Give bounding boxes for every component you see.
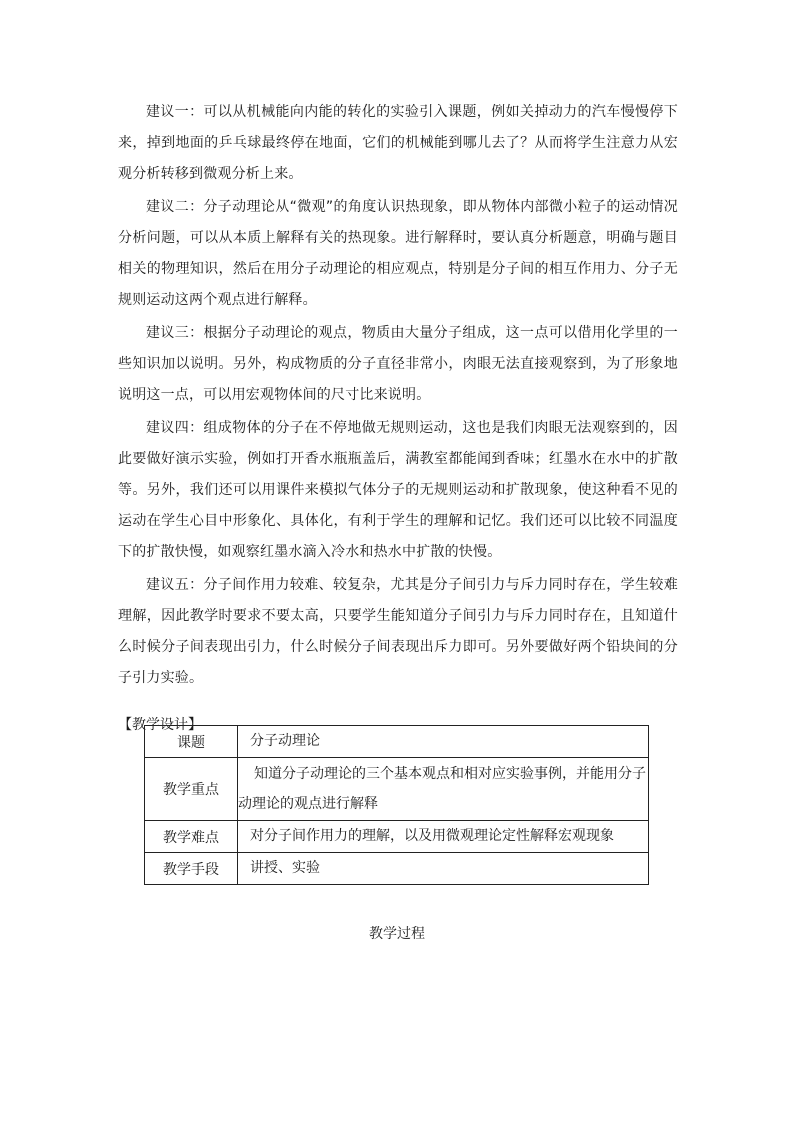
process-title: 教学过程 xyxy=(369,926,425,942)
table-cell-label: 课题 xyxy=(145,726,238,758)
table-cell-value: 知道分子动理论的三个基本观点和相对应实验事例，并能用分子动理论的观点进行解释 xyxy=(238,758,649,821)
suggestions-section xyxy=(118,97,678,741)
table-cell-value: 对分子间作用力的理解，以及用微观理论定性解释宏观现象 xyxy=(238,821,649,853)
table-row xyxy=(145,726,649,758)
suggestion-paragraph-3: 建议三：根据分子动理论的观点，物质由大量分子组成，这一点可以借用化学里的一些知识加以说明。另外，构成物质的分子直径非常小，肉眼无法直接观察到，为了形象地说明这一点，可以用宏观物体间的尺寸比来说明。 xyxy=(118,325,678,403)
table-cell-label: 教学重点 xyxy=(145,758,238,821)
table-cell-value: 分子动理论 xyxy=(238,726,649,758)
table-row xyxy=(145,821,649,853)
table-row xyxy=(145,853,649,885)
section-heading-teaching-design: 【教学设计】 xyxy=(118,717,202,733)
suggestion-paragraph-4: 建议四：组成物体的分子在不停地做无规则运动，这也是我们肉眼无法观察到的，因此要做好演示实验，例如打开香水瓶瓶盖后，满教室都能闻到香味；红墨水在水中的扩散等。另外，我们还可以用课件来模拟气体分子的无规则运动和扩散现象，使这种看不见的运动在学生心目中形象化、具体化，有利于学生的理解和记忆。我们还可以比较不同温度下的扩散快慢，如观察红墨水滴入冷水和热水中扩散的快慢。 xyxy=(118,420,678,560)
suggestion-paragraph-2: 建议二：分子动理论从“微观”的角度认识热现象，即从物体内部微小粒子的运动情况分析问题，可以从本质上解释有关的热现象。进行解释时，要认真分析题意，明确与题目相关的物理知识，然后在用分子动理论的相应观点，特别是分子间的相互作用力、分子无规则运动这两个观点进行解释。 xyxy=(118,199,678,308)
table-row xyxy=(145,758,649,821)
suggestion-paragraph-1: 建议一：可以从机械能向内能的转化的实验引入课题，例如关掉动力的汽车慢慢停下来，掉到地面的乒乓球最终停在地面，它们的机械能到哪儿去了？从而将学生注意力从宏观分析转移到微观分析上来。 xyxy=(118,104,678,182)
table-cell-label: 教学难点 xyxy=(145,821,238,853)
table-cell-label: 教学手段 xyxy=(145,853,238,885)
suggestion-paragraph-5: 建议五：分子间作用力较难、较复杂，尤其是分子间引力与斥力同时存在，学生较难理解，因此教学时要求不要太高，只要学生能知道分子间引力与斥力同时存在，且知道什么时候分子间表现出引力，什么时候分子间表现出斥力即可。另外要做好两个铅块间的分子引力实验。 xyxy=(118,577,678,686)
teaching-design-table xyxy=(144,725,649,885)
table-cell-value: 讲授、实验 xyxy=(238,853,649,885)
